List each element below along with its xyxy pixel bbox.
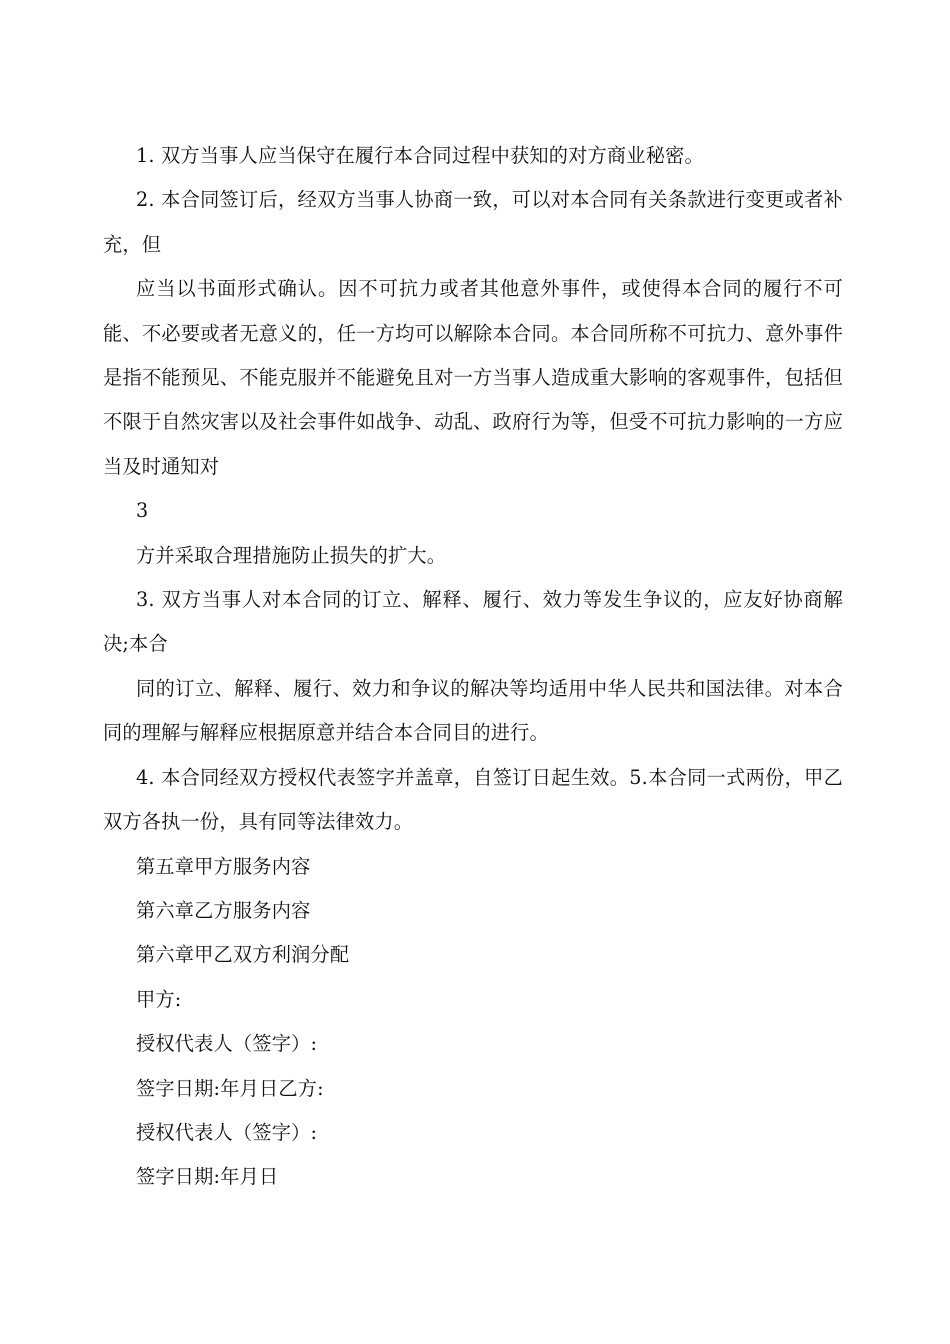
party-a-date-party-b-line: 签字日期:年月日乙方: (136, 1076, 324, 1100)
clause-2-force-majeure: 应当以书面形式确认。因不可抗力或者其他意外事件，或使得本合同的履行不可能、不必要或者无意义的，任一方均可以解除本合同。本合同所称不可抗力、意外事件是指不能预见、不能克服并不能避免且对一方当事人造成重大影响的客观事件，包括但不限于自然灾害以及社会事件如战争、动乱、政府行为等，但受不可抗力影响的一方应当及时通知对 (103, 277, 843, 478)
clause-3-governing-law: 同的订立、解释、履行、效力和争议的解决等均适用中华人民共和国法律。对本合同的理解与解释应根据原意并结合本合同目的进行。 (103, 676, 843, 745)
clause-2-amendment: 2. 本合同签订后，经双方当事人协商一致，可以对本合同有关条款进行变更或者补充，但 (103, 188, 843, 256)
clause-4-effectiveness: 4. 本合同经双方授权代表签字并盖章，自签订日起生效。5.本合同一式两份，甲乙双方各执一份，具有同等法律效力。 (103, 765, 843, 834)
document-body (103, 134, 843, 1200)
party-b-date-line: 签字日期:年月日 (136, 1165, 279, 1189)
page-number: 3 (136, 499, 149, 523)
party-a-label: 甲方: (136, 987, 182, 1011)
chapter-6-profit-heading: 第六章甲乙双方利润分配 (136, 943, 350, 967)
chapter-6-heading: 第六章乙方服务内容 (136, 898, 311, 922)
clause-1-confidentiality: 1. 双方当事人应当保守在履行本合同过程中获知的对方商业秘密。 (136, 144, 704, 167)
party-b-signature-line: 授权代表人（签字）: (136, 1120, 318, 1144)
clause-2-continuation: 方并采取合理措施防止损失的扩大。 (136, 543, 447, 567)
chapter-5-heading: 第五章甲方服务内容 (136, 854, 311, 878)
party-a-signature-line: 授权代表人（签字）: (136, 1032, 318, 1056)
clause-3-dispute: 3. 双方当事人对本合同的订立、解释、履行、效力等发生争议的，应友好协商解决;本合 (103, 588, 843, 656)
